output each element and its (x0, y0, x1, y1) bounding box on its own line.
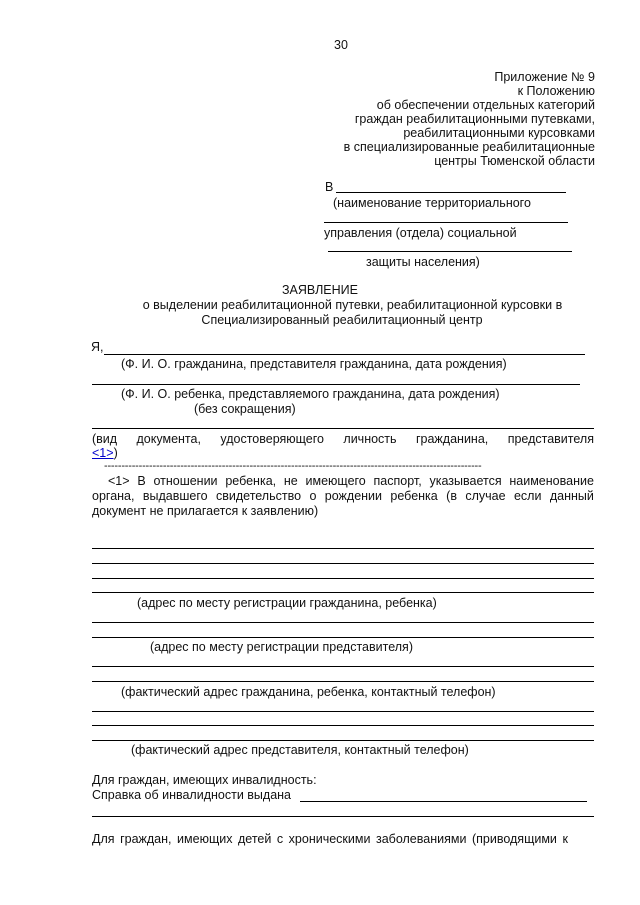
disability-cert-field[interactable] (300, 801, 587, 802)
actual-address-rep-field[interactable] (92, 740, 594, 741)
document-subtitle: о выделении реабилитационной путевки, реабилитационной курсовки в (142, 298, 563, 312)
recipient-label: защиты населения) (366, 255, 480, 269)
child-name-field[interactable] (92, 384, 580, 385)
actual-address-rep-field[interactable] (92, 711, 594, 712)
recipient-name-field[interactable] (336, 192, 566, 193)
appendix-line: об обеспечении отдельных категорий (376, 98, 595, 112)
document-subtitle: Специализированный реабилитационный центр (201, 313, 483, 327)
address-citizen-field[interactable] (92, 563, 594, 564)
address-rep-field[interactable] (92, 637, 594, 638)
citizen-name-field[interactable] (104, 354, 585, 355)
recipient-name-field[interactable] (328, 251, 572, 252)
recipient-name-field[interactable] (324, 222, 568, 223)
child-label: (Ф. И. О. ребенка, представляемого гражданина, дата рождения) (121, 387, 500, 401)
no-abbrev-label: (без сокращения) (194, 402, 296, 416)
disability-cert-field[interactable] (92, 816, 594, 817)
address-rep-field[interactable] (92, 622, 594, 623)
footnote-separator: ------------------------------------------------------------------------------------------------------------- (104, 460, 482, 472)
citizen-label: (Ф. И. О. гражданина, представителя гражданина, дата рождения) (121, 357, 507, 371)
footnote-text: органа, выдавшего свидетельство о рождении ребенка (в случае если данный (92, 489, 594, 503)
page-number: 30 (334, 38, 348, 52)
identity-document-field[interactable] (92, 428, 594, 429)
disability-cert-label: Справка об инвалидности выдана (92, 788, 292, 802)
address-citizen-field[interactable] (92, 578, 594, 579)
appendix-line: в специализированные реабилитационные (343, 140, 595, 154)
actual-address-citizen-label: (фактический адрес гражданина, ребенка, контактный телефон) (121, 685, 496, 699)
actual-address-citizen-field[interactable] (92, 666, 594, 667)
address-citizen-field[interactable] (92, 548, 594, 549)
chronic-diseases-text: Для граждан, имеющих детей с хроническими заболеваниями (приводящими к (92, 832, 568, 846)
appendix-line: центры Тюменской области (434, 154, 595, 168)
recipient-prefix: В (325, 180, 334, 194)
doc-ref-row: <1>) (92, 446, 118, 460)
document-title: ЗАЯВЛЕНИЕ (281, 283, 358, 297)
actual-address-citizen-field[interactable] (92, 681, 594, 682)
recipient-label: управления (отдела) социальной (324, 226, 517, 240)
address-citizen-label: (адрес по месту регистрации гражданина, ребенка) (137, 596, 437, 610)
i-prefix: Я, (91, 340, 104, 354)
footnote-link[interactable]: <1> (92, 446, 114, 460)
identity-document-label: (вид документа, удостоверяющего личность гражданина, представителя (92, 432, 594, 446)
actual-address-rep-field[interactable] (92, 725, 594, 726)
appendix-line: к Положению (517, 84, 595, 98)
footnote-text: <1> В отношении ребенка, не имеющего паспорт, указывается наименование (108, 474, 594, 488)
recipient-label: (наименование территориального (333, 196, 531, 210)
disability-header: Для граждан, имеющих инвалидность: (92, 773, 317, 787)
actual-address-rep-label: (фактический адрес представителя, контактный телефон) (131, 743, 469, 757)
appendix-line: реабилитационными курсовками (403, 126, 595, 140)
footnote-text: документ не прилагается к заявлению) (92, 504, 319, 518)
appendix-line: Приложение № 9 (494, 70, 595, 84)
address-citizen-field[interactable] (92, 592, 594, 593)
address-rep-label: (адрес по месту регистрации представителя) (150, 640, 413, 654)
appendix-line: граждан реабилитационными путевками, (354, 112, 595, 126)
